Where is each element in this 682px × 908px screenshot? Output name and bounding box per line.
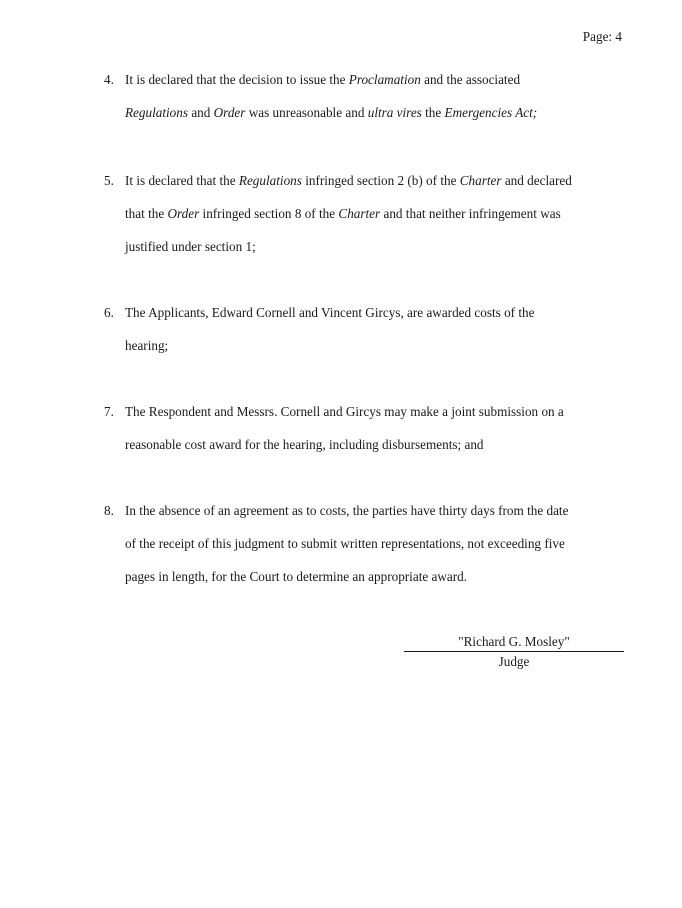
italic-text-run: Order xyxy=(213,105,246,120)
item-number: 5. xyxy=(104,173,114,188)
italic-text-run: Proclamation xyxy=(348,72,421,87)
item-text xyxy=(125,494,625,593)
italic-text-run: Emergencies Act; xyxy=(444,105,538,120)
item-number: 4. xyxy=(104,72,114,87)
italic-text-run: Charter xyxy=(338,206,381,221)
text-run: It is declared that the xyxy=(125,173,239,188)
text-line xyxy=(125,296,625,329)
italic-text-run: Regulations xyxy=(125,105,189,120)
text-line xyxy=(125,197,625,230)
text-line xyxy=(125,527,625,560)
text-run: The Applicants, Edward Cornell and Vincent Gircys, are awarded costs of the xyxy=(125,305,535,320)
text-line xyxy=(125,230,625,263)
item-number: 7. xyxy=(104,404,114,419)
text-run: infringed section 8 of the xyxy=(199,206,339,221)
text-run: justified under section 1; xyxy=(125,239,256,254)
signature-block xyxy=(404,632,624,671)
text-run: pages in length, for the Court to determine an appropriate award. xyxy=(125,569,468,584)
item-number: 8. xyxy=(104,503,114,518)
signature-title: Judge xyxy=(498,654,530,669)
text-line xyxy=(125,428,625,461)
text-run: and the associated xyxy=(420,72,521,87)
text-line xyxy=(125,395,625,428)
text-run: of the receipt of this judgment to submit written representations, not exceeding five xyxy=(125,536,565,551)
text-line xyxy=(125,494,625,527)
italic-text-run: ultra vires xyxy=(367,105,422,120)
text-line xyxy=(125,96,625,129)
text-line xyxy=(125,560,625,593)
text-run: The Respondent and Messrs. Cornell and Gircys may make a joint submission on a xyxy=(125,404,564,419)
text-run: the xyxy=(421,105,445,120)
text-line xyxy=(125,63,625,96)
text-run: that the xyxy=(125,206,168,221)
text-run: was unreasonable and xyxy=(245,105,368,120)
text-run: and xyxy=(188,105,214,120)
text-run: In the absence of an agreement as to costs, the parties have thirty days from the date xyxy=(125,503,569,518)
item-number: 6. xyxy=(104,305,114,320)
text-run: and declared xyxy=(501,173,572,188)
text-run: hearing; xyxy=(125,338,169,353)
text-line xyxy=(125,329,625,362)
page-number: Page: 4 xyxy=(582,29,622,44)
text-run: It is declared that the decision to issue the xyxy=(125,72,349,87)
text-run: and that neither infringement was xyxy=(380,206,561,221)
item-text xyxy=(125,164,625,263)
italic-text-run: Order xyxy=(167,206,200,221)
text-run: reasonable cost award for the hearing, including disbursements; and xyxy=(125,437,484,452)
text-line xyxy=(125,164,625,197)
text-run: infringed section 2 (b) of the xyxy=(301,173,460,188)
item-text xyxy=(125,395,625,461)
item-text xyxy=(125,296,625,362)
item-text xyxy=(125,63,625,129)
italic-text-run: Charter xyxy=(459,173,502,188)
italic-text-run: Regulations xyxy=(238,173,302,188)
signature-name: "Richard G. Mosley" xyxy=(404,632,624,652)
